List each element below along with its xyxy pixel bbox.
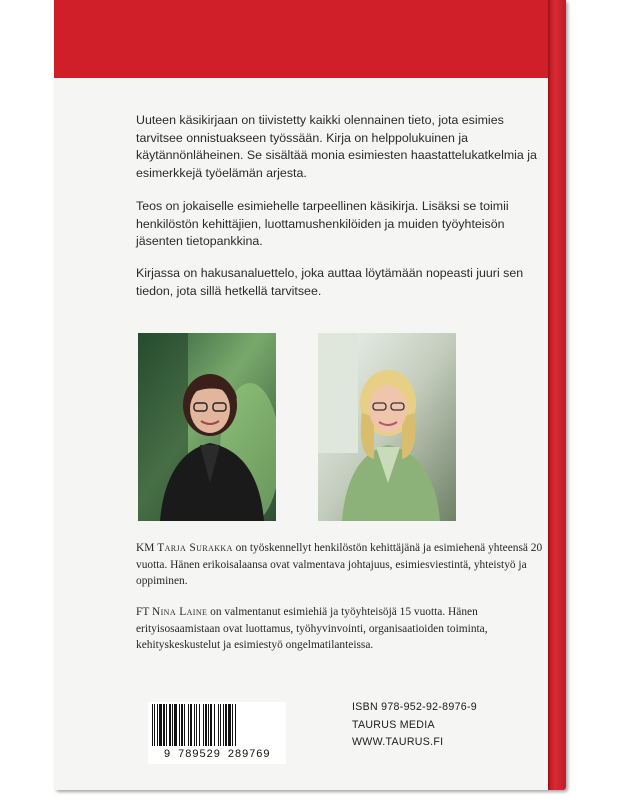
barcode-bar (154, 704, 155, 746)
barcode-bar (188, 704, 189, 746)
barcode-bar (205, 704, 207, 746)
barcode-bar (235, 704, 236, 746)
barcode-bar (232, 704, 233, 746)
barcode-bar (194, 704, 195, 746)
author-photo-tarja-surakka (138, 333, 276, 521)
author-photo-nina-laine (318, 333, 456, 521)
barcode-bar (214, 704, 215, 746)
barcode-bar (163, 704, 165, 746)
barcode-bar (174, 704, 177, 746)
author-1-degree: KM (136, 542, 155, 554)
barcode-bar (159, 704, 162, 746)
barcode-bar (157, 704, 158, 746)
author-bio-2 (136, 604, 546, 654)
spine-edge (548, 0, 566, 790)
barcode-bar (166, 704, 167, 746)
author-2-degree: FT (136, 606, 150, 618)
barcode-bar (210, 704, 212, 746)
blurb-paragraph-1: Uuteen käsikirjaan on tiivistetty kaikki olennainen tieto, jota esimies tarvitsee onnistuakseen työssään. Kirja on helppolukuinen ja käytännönläheinen. Se sisältää monia esimiesten haastattelukatkelmia ja esimerkkejä työelämän arjesta. (136, 113, 537, 180)
barcode-bar (218, 704, 219, 746)
portrait-illustration (138, 333, 276, 521)
publisher-website[interactable]: WWW.TAURUS.FI (352, 736, 444, 748)
barcode-bar (190, 704, 192, 746)
author-1-name: Tarja Surakka (157, 542, 233, 554)
barcode-bar (223, 704, 224, 746)
barcode-bar (208, 704, 209, 746)
isbn-barcode (148, 702, 286, 764)
barcode-bars (148, 702, 286, 748)
barcode-bar (169, 704, 171, 746)
top-red-band (54, 0, 566, 78)
author-2-name: Nina Laine (151, 606, 208, 618)
publisher-info (352, 699, 477, 752)
barcode-bar (181, 704, 183, 746)
barcode-bar (184, 704, 185, 746)
author-bio-1 (136, 540, 546, 590)
barcode-bar (199, 704, 200, 746)
barcode-number: 9 789529 289769 (163, 749, 271, 761)
barcode-bar (152, 704, 153, 746)
barcode-bar (228, 704, 231, 746)
barcode-bar (225, 704, 227, 746)
publisher-name: TAURUS MEDIA (352, 718, 435, 731)
isbn-text: ISBN 978-952-92-8976-9 (352, 701, 477, 713)
portrait-illustration (318, 333, 456, 521)
barcode-bar (220, 704, 221, 746)
barcode-bar (196, 704, 197, 746)
author-1-bio-text: on työskennellyt henkilöstön kehittäjänä ja esimiehenä yhteensä 20 vuotta. Hänen erikoisalaansa ovat valmentava johtajuus, esimiesviestintä, yhteistyö ja oppiminen. (136, 542, 543, 587)
barcode-bar (172, 704, 173, 746)
barcode-bar (179, 704, 180, 746)
blurb-paragraph-2: Teos on jokaiselle esimiehelle tarpeellinen käsikirja. Lisäksi se toimii henkilöstön kehittäjien, luottamushenkilöiden ja muiden työyhteisön jäsenten tietopankkina. (136, 199, 509, 248)
barcode-bar (203, 704, 204, 746)
blurb-paragraph-3: Kirjassa on hakusanaluettelo, joka auttaa löytämään nopeasti juuri sen tiedon, jota sillä hetkellä tarvitsee. (136, 266, 524, 298)
author-2-bio-text: on valmentanut esimiehiä ja työyhteisöjä 15 vuotta. Hänen erityisosaamistaan ovat luottamus, työhyvinvointi, organisaatioiden toiminta, kehityskeskustelut ja esimiestyö ongelmatilanteissa. (136, 606, 488, 651)
book-back-cover (54, 0, 566, 790)
